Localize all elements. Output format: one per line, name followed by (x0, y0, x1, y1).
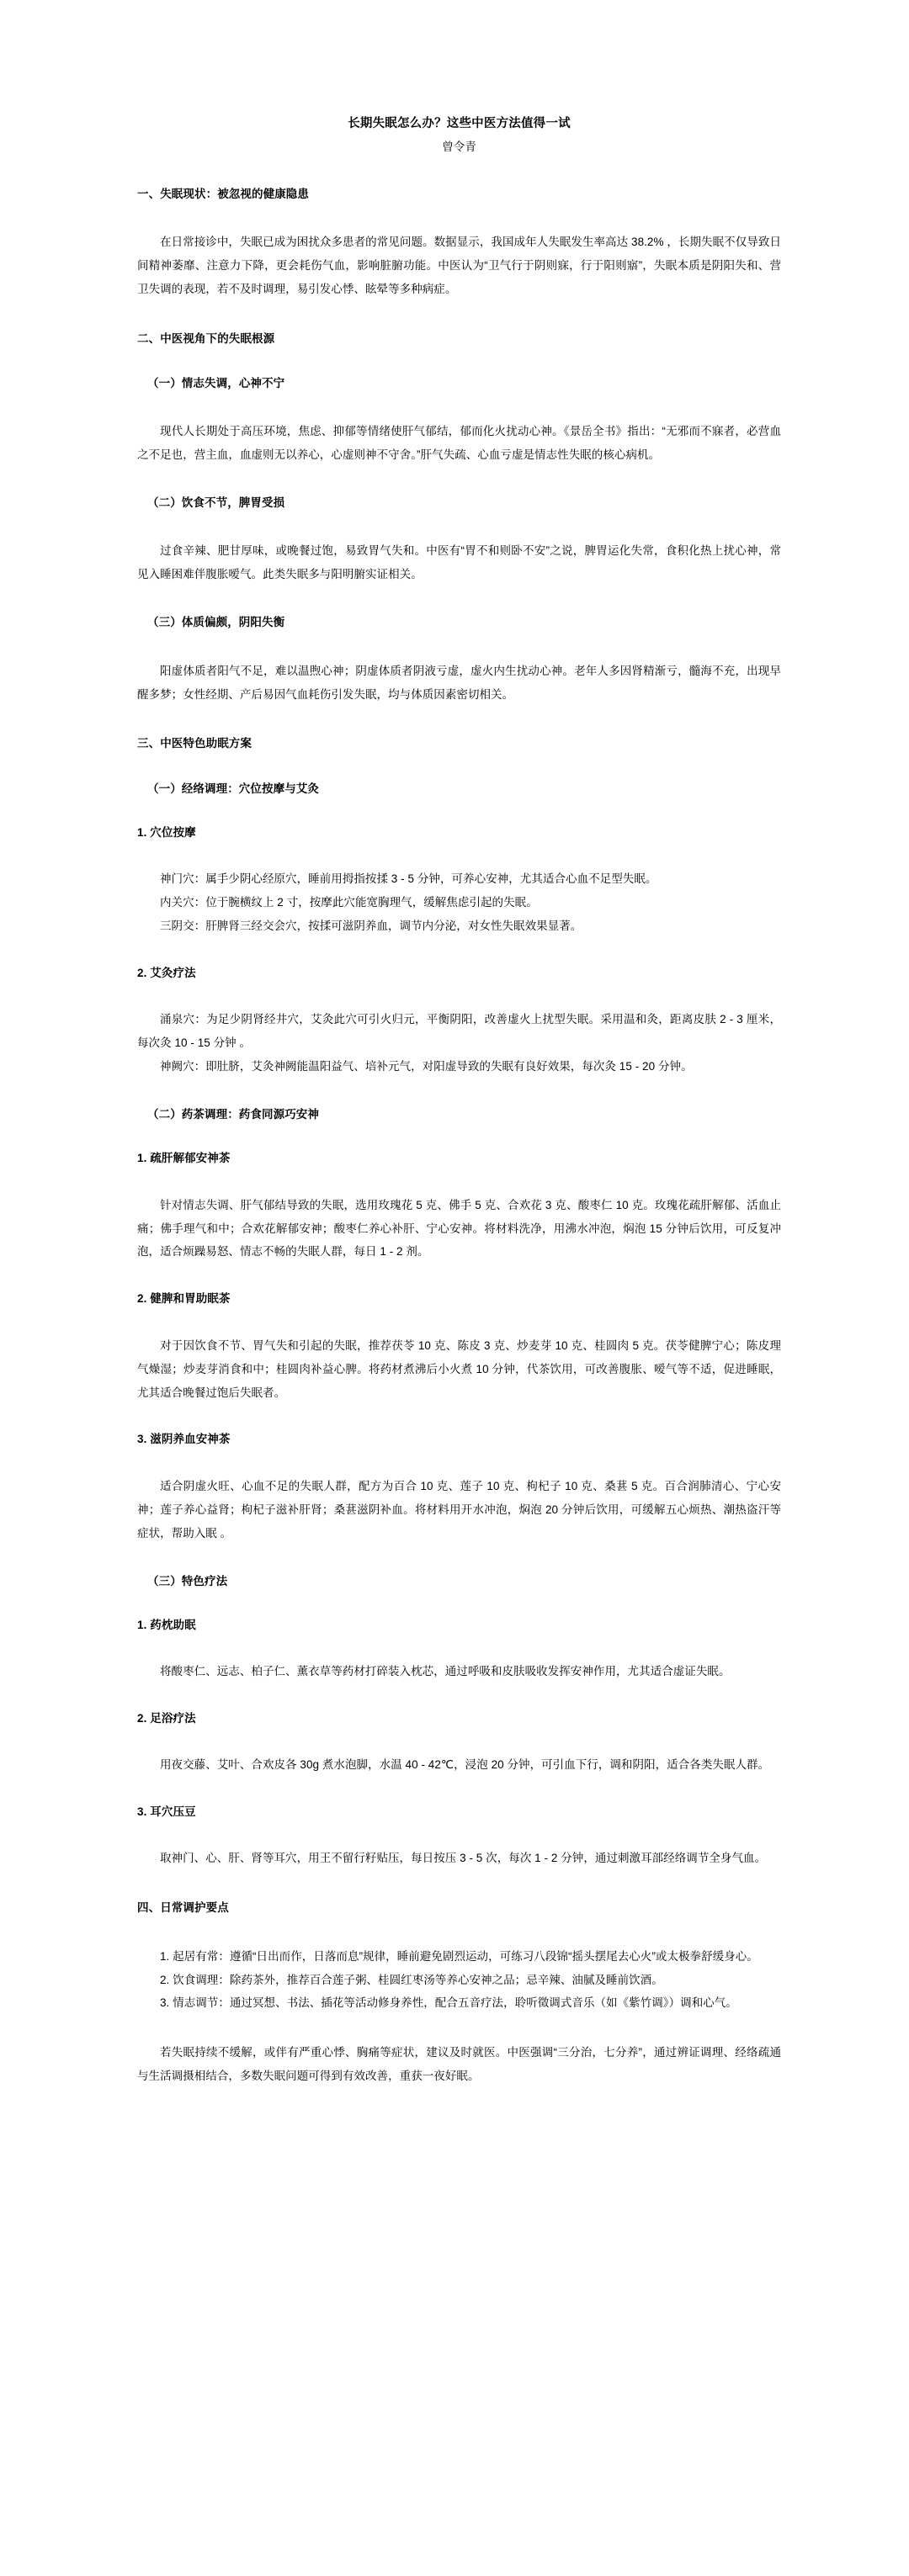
item-3-1-1-paragraph-2: 内关穴：位于腕横纹上 2 寸，按摩此穴能宽胸理气，缓解焦虑引起的失眠。 (160, 896, 538, 909)
subsection-2-2-paragraph-1: 过食辛辣、肥甘厚味，或晚餐过饱，易致胃气失和。中医有“胃不和则卧不安”之说，脾胃运化失常，食积化热上扰心神，常见入睡困难伴腹胀嗳气。此类失眠多与阳明腑实证相关。 (137, 544, 781, 581)
care-list-item-2: 2. 饮食调理：除药茶外，推荐百合莲子粥、桂圆红枣汤等养心安神之品；忌辛辣、油腻及睡前饮酒。 (160, 1973, 663, 1986)
spacer (137, 798, 781, 824)
spacer (137, 982, 781, 1008)
spacer (137, 1308, 781, 1334)
item-3-2-2-paragraph-1: 对于因饮食不节、胃气失和引起的失眠，推荐茯苓 10 克、陈皮 3 克、炒麦芽 10 克、桂圆肉 5 克。茯苓健脾宁心；陈皮理气燥湿；炒麦芽消食和中；桂圆肉补益心脾。将药材煮沸后小火煮 10 分钟，代茶饮用，可改善腹胀、嗳气等不适，促进睡眠，尤其适合晚餐过饱后失眠者。 (137, 1338, 781, 1399)
item-heading-3-1-2: 2. 艾灸疗法 (137, 967, 196, 980)
section-heading-3: 三、中医特色助眠方案 (137, 737, 252, 750)
item-3-1-1-paragraph-1: 神门穴：属手少阴心经原穴，睡前用拇指按揉 3 - 5 分钟，可养心安神，尤其适合心血不足型失眠。 (160, 872, 657, 886)
spacer (137, 1821, 781, 1847)
spacer (137, 632, 781, 660)
item-3-3-1-paragraph-1: 将酸枣仁、远志、柏子仁、薰衣草等药材打碎装入枕芯，通过呼吸和皮肤吸收发挥安神作用，尤其适合虚证失眠。 (160, 1665, 731, 1678)
care-list-item-3: 3. 情志调节：通过冥想、书法、插花等活动修身养性，配合五音疗法，聆听徵调式音乐（如《紫竹调》）调和心气。 (160, 1996, 737, 2010)
item-heading-3-1-1: 1. 穴位按摩 (137, 825, 196, 839)
section-heading-2: 二、中医视角下的失眠根源 (137, 331, 275, 345)
spacer (137, 841, 781, 867)
item-3-1-2-paragraph-2: 神阙穴：即肚脐，艾灸神阙能温阳益气、培补元气，对阳虚导致的失眠有良好效果，每次灸 15 - 20 分钟。 (160, 1060, 693, 1073)
spacer (137, 1168, 781, 1194)
spacer (137, 1123, 781, 1150)
spacer (137, 301, 781, 331)
subsection-heading-2-1: （一）情志失调，心神不宁 (147, 377, 285, 390)
item-heading-3-2-3: 3. 滋阴养血安神茶 (137, 1433, 231, 1446)
spacer (137, 1079, 781, 1106)
item-3-1-2-paragraph-1: 涌泉穴：为足少阴肾经井穴，艾灸此穴可引火归元，平衡阴阳，改善虚火上扰型失眠。采用温和灸，距离皮肤 2 - 3 厘米，每次灸 10 - 15 分钟 。 (137, 1013, 781, 1050)
spacer (137, 392, 781, 420)
spacer (137, 586, 781, 614)
subsection-2-1-paragraph-1: 现代人长期处于高压环境，焦虑、抑郁等情绪使肝气郁结，郁而化火扰动心神。《景岳全书》指出：“无邪而不寐者，必营血之不足也，营主血，血虚则无以养心，心虚则神不守舍。”肝气失疏、心血亏虚是情志性失眠的核心病机。 (137, 425, 781, 462)
spacer (137, 511, 781, 539)
document-content (137, 0, 781, 2088)
spacer (137, 156, 781, 186)
spacer (137, 938, 781, 965)
spacer (137, 1727, 781, 1753)
subsection-2-3-paragraph-1: 阳虚体质者阳气不足，难以温煦心神；阴虚体质者阴液亏虚，虚火内生扰动心神。老年人多因肾精渐亏，髓海不充，出现早醒多梦；女性经期、产后易因气血耗伤引发失眠，均与体质因素密切相关。 (137, 664, 781, 701)
item-heading-3-2-1: 1. 疏肝解郁安神茶 (137, 1152, 231, 1165)
spacer (137, 753, 781, 781)
spacer (137, 203, 781, 231)
section-1-paragraph-1: 在日常接诊中，失眠已成为困扰众多患者的常见问题。数据显示，我国成年人失眠发生率高达 38.2% ，长期失眠不仅导致日间精神萎靡、注意力下降，更会耗伤气血，影响脏腑功能。中医认为“卫气行于阴则寐，行于阳则寤”，失眠本质是阴阳失和、营卫失调的表现，若不及时调理，易引发心悸、眩晕等多种病症。 (137, 236, 781, 295)
closing-paragraph: 若失眠持续不缓解，或伴有严重心悸、胸痛等症状，建议及时就医。中医强调“三分治，七分养”，通过辨证调理、经络疏通与生活调摄相结合，多数失眠问题可得到有效改善，重获一夜好眠。 (137, 2046, 781, 2083)
item-heading-3-2-2: 2. 健脾和胃助眠茶 (137, 1292, 231, 1306)
spacer (137, 1449, 781, 1475)
item-heading-3-3-2: 2. 足浴疗法 (137, 1711, 196, 1725)
spacer (137, 1917, 781, 1945)
subsection-heading-3-3: （三）特色疗法 (147, 1574, 228, 1587)
item-3-3-3-paragraph-1: 取神门、心、肝、肾等耳穴，用王不留行籽贴压，每日按压 3 - 5 次，每次 1 - 2 分钟，通过刺激耳部经络调节全身气血。 (160, 1852, 767, 1865)
care-list-item-1: 1. 起居有常：遵循“日出而作，日落而息”规律，睡前避免剧烈运动，可练习八段锦“摇头摆尾去心火”或太极拳舒缓身心。 (160, 1949, 758, 1963)
section-heading-4: 四、日常调护要点 (137, 1901, 229, 1915)
section-heading-1: 一、失眠现状：被忽视的健康隐患 (137, 187, 309, 200)
spacer (137, 467, 781, 495)
subsection-heading-3-1: （一）经络调理：穴位按摩与艾灸 (147, 782, 319, 795)
item-3-1-1-paragraph-3: 三阴交：肝脾肾三经交会穴，按揉可滋阴养血，调节内分泌，对女性失眠效果显著。 (160, 920, 582, 933)
spacer (137, 347, 781, 375)
item-3-2-3-paragraph-1: 适合阴虚火旺、心血不足的失眠人群，配方为百合 10 克、莲子 10 克、枸杞子 10 克、桑葚 5 克。百合润肺清心、宁心安神；莲子养心益肾；枸杞子滋补肝肾；桑葚滋阴补血。将材料用开水冲泡，焖泡 20 分钟后饮用，可缓解五心烦热、潮热盗汗等症状，帮助入眠 。 (137, 1479, 781, 1540)
item-heading-3-3-3: 3. 耳穴压豆 (137, 1805, 196, 1819)
spacer (137, 1404, 781, 1431)
document-author: 曾令青 (442, 140, 476, 154)
spacer (137, 2015, 781, 2041)
subsection-heading-3-2: （二）药茶调理：药食同源巧安神 (147, 1108, 319, 1121)
spacer (137, 1264, 781, 1291)
spacer (137, 1870, 781, 1900)
subsection-heading-2-3: （三）体质偏颇，阴阳失衡 (147, 616, 285, 629)
spacer (137, 1777, 781, 1804)
item-3-2-1-paragraph-1: 针对情志失调、肝气郁结导致的失眠，选用玫瑰花 5 克、佛手 5 克、合欢花 3 克、酸枣仁 10 克。玫瑰花疏肝解郁、活血止痛；佛手理气和中；合欢花解郁安神；酸枣仁养心补肝、宁心安神。将材料洗净，用沸水冲泡，焖泡 15 分钟后饮用，可反复冲泡，适合烦躁易怒、情志不畅的失眠人群，每日 1 - 2 剂。 (137, 1198, 781, 1259)
spacer (137, 706, 781, 735)
item-heading-3-3-1: 1. 药枕助眠 (137, 1618, 196, 1631)
item-3-3-2-paragraph-1: 用夜交藤、艾叶、合欢皮各 30g 煮水泡脚，水温 40 - 42℃，浸泡 20 分钟，可引血下行，调和阴阳，适合各类失眠人群。 (160, 1758, 770, 1772)
subsection-heading-2-2: （二）饮食不节，脾胃受损 (147, 496, 285, 510)
page-title: 长期失眠怎么办？这些中医方法值得一试 (348, 117, 571, 130)
spacer (137, 1634, 781, 1660)
spacer (137, 1545, 781, 1573)
spacer (137, 1590, 781, 1617)
spacer (137, 1683, 781, 1710)
